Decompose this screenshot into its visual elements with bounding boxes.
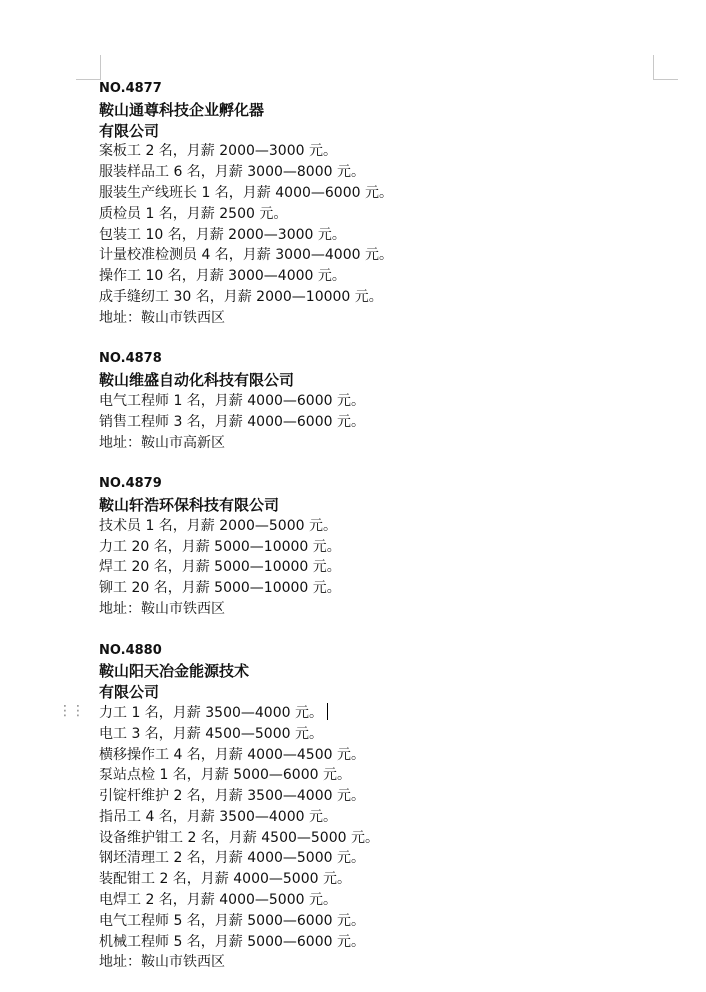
entry-number: NO.4877 (99, 81, 162, 96)
job-line: 包装工 10 名，月薪 2000—3000 元。 (99, 226, 346, 243)
job-line: 横移操作工 4 名，月薪 4000—4500 元。 (99, 746, 365, 763)
job-line: 引锭杆维护 2 名，月薪 3500—4000 元。 (99, 788, 365, 805)
job-line-text: 力工 1 名，月薪 3500—4000 元。 (99, 704, 323, 721)
drag-handle-icon[interactable]: ⋮⋮ (58, 703, 84, 719)
job-line: 装配钳工 2 名，月薪 4000—5000 元。 (99, 871, 351, 888)
company-name-line: 鞍山轩浩环保科技有限公司 (99, 495, 280, 514)
job-line: 电工 3 名，月薪 4500—5000 元。 (99, 725, 323, 742)
job-entry (99, 79, 659, 329)
job-entry (99, 641, 659, 974)
job-entry (99, 349, 659, 453)
job-line: 质检员 1 名，月薪 2500 元。 (99, 205, 288, 222)
address-line: 地址：鞍山市高新区 (99, 434, 225, 451)
page-corner-top-right (653, 55, 678, 80)
job-line: 计量校准检测员 4 名，月薪 3000—4000 元。 (99, 247, 393, 264)
job-line: 机械工程师 5 名，月薪 5000—6000 元。 (99, 933, 365, 950)
job-line: 服装样品工 6 名，月薪 3000—8000 元。 (99, 164, 365, 181)
address-line: 地址：鞍山市铁西区 (99, 954, 225, 971)
company-name-line: 有限公司 (99, 121, 160, 140)
blank-line (99, 329, 659, 350)
document-body[interactable] (99, 79, 659, 973)
company-name-line: 鞍山阳天冶金能源技术 (99, 662, 250, 681)
blank-line (99, 453, 659, 474)
text-cursor (327, 703, 329, 720)
job-line: 案板工 2 名，月薪 2000—3000 元。 (99, 143, 337, 160)
job-line: 成手缝纫工 30 名，月薪 2000—10000 元。 (99, 288, 383, 305)
job-line: 指吊工 4 名，月薪 3500—4000 元。 (99, 808, 337, 825)
company-name-line: 鞍山维盛自动化科技有限公司 (99, 371, 295, 390)
address-line: 地址：鞍山市铁西区 (99, 309, 225, 326)
job-line: 焊工 20 名，月薪 5000—10000 元。 (99, 559, 341, 576)
job-line: 操作工 10 名，月薪 3000—4000 元。 (99, 268, 346, 285)
company-name-line: 鞍山通尊科技企业孵化器 (99, 100, 265, 119)
job-line: 铆工 20 名，月薪 5000—10000 元。 (99, 580, 341, 597)
job-line: 销售工程师 3 名，月薪 4000—6000 元。 (99, 413, 365, 430)
job-entry (99, 474, 659, 620)
entry-number: NO.4878 (99, 351, 162, 367)
job-line: 技术员 1 名，月薪 2000—5000 元。 (99, 517, 337, 534)
job-line: 设备维护钳工 2 名，月薪 4500—5000 元。 (99, 829, 379, 846)
job-line: 电焊工 2 名，月薪 4000—5000 元。 (99, 892, 337, 909)
blank-line (99, 620, 659, 641)
page-corner-top-left (76, 55, 101, 80)
entry-number: NO.4879 (99, 476, 162, 492)
job-line: 力工 20 名，月薪 5000—10000 元。 (99, 538, 341, 555)
job-line: 服装生产线班长 1 名，月薪 4000—6000 元。 (99, 184, 393, 201)
job-line: 钢坯清理工 2 名，月薪 4000—5000 元。 (99, 850, 365, 867)
job-line: 电气工程师 1 名，月薪 4000—6000 元。 (99, 392, 365, 409)
entry-number: NO.4880 (99, 642, 162, 658)
address-line: 地址：鞍山市铁西区 (99, 600, 225, 617)
company-name-line: 有限公司 (99, 683, 160, 702)
job-line: 泵站点检 1 名，月薪 5000—6000 元。 (99, 767, 351, 784)
job-line-current[interactable] (99, 703, 659, 724)
job-line: 电气工程师 5 名，月薪 5000—6000 元。 (99, 912, 365, 929)
